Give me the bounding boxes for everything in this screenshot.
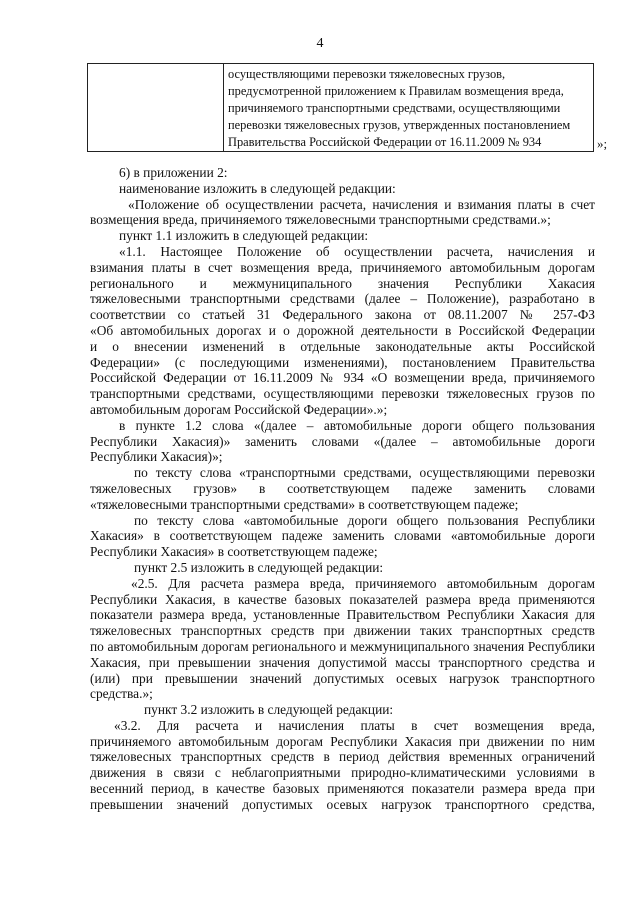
text-line: показатели размера вреда, установленные Правительством Республики Хакасия для bbox=[90, 607, 595, 623]
text-line: транспортными средствами, осуществляющими перевозки тяжеловесных грузов по bbox=[90, 386, 595, 402]
table-line: осуществляющими перевозки тяжеловесных грузов, bbox=[228, 67, 506, 81]
text-line: Российской Федерации от 16.11.2009 № 934 «О возмещении вреда, причиняемого bbox=[90, 370, 595, 386]
table-line: предусмотренной приложением к Правилам возмещения вреда, bbox=[228, 84, 564, 98]
text-line: (или) при превышении значений допустимых осевых нагрузок транспортного bbox=[90, 670, 595, 686]
reference-table bbox=[87, 63, 594, 152]
table-empty-cell bbox=[88, 64, 224, 151]
text-line: Хакасия» в соответствующем падеже заменить словами «автомобильные дороги bbox=[90, 528, 595, 544]
text-line: Республики Хакасия, в качестве базовых показателей размера вреда применяются bbox=[90, 591, 595, 607]
text-line: причиняемого автомобильным дорогам Республики Хакасия при движении по ним bbox=[90, 733, 595, 749]
text-line: Хакасия, при превышении значения допустимой массы транспортного средства и bbox=[90, 654, 595, 670]
text-line: средства.»; bbox=[90, 686, 153, 702]
table-line: причиняемого транспортными средствами, осуществляющими bbox=[228, 101, 561, 115]
text-line: автомобильным дорогам Российской Федерации».»; bbox=[90, 401, 388, 417]
text-line: Республики Хакасия)» заменить словами «(далее – автомобильные дороги bbox=[90, 433, 595, 449]
text-line: тяжеловесных грузов» в соответствующем падеже заменить словами bbox=[90, 480, 595, 496]
text-line: Республики Хакасия)»; bbox=[90, 449, 223, 465]
text-line: «1.1. Настоящее Положение об осуществлении расчета, начисления и bbox=[119, 243, 595, 259]
table-line: перевозки тяжеловесных грузов, утвержденных постановлением bbox=[228, 118, 571, 132]
text-line: наименование изложить в следующей редакции: bbox=[119, 180, 396, 196]
text-line: «2.5. Для расчета размера вреда, причиняемого автомобильным дорогам bbox=[131, 575, 595, 591]
text-line: взимания платы в счет возмещения вреда, причиняемого автомобильным дорогам bbox=[90, 259, 595, 275]
text-line: тяжеловесных транспортных средств в период действия временных ограничений bbox=[90, 749, 595, 765]
text-line: и о внесении изменений в отдельные законодательные акты Российской bbox=[90, 338, 595, 354]
text-line: Федерации» (с последующими изменениями), постановлением Правительства bbox=[90, 354, 595, 370]
text-line: «тяжеловесными транспортными средствами» в соответствующем падеже; bbox=[90, 496, 519, 512]
text-line: превышении значений допустимых осевых нагрузок транспортного средства, bbox=[90, 796, 595, 812]
text-line: тяжеловесных транспортных средств при движении таких транспортных средств bbox=[90, 623, 595, 639]
table-text-cell bbox=[228, 66, 593, 151]
text-line: по тексту слова «автомобильные дороги общего пользования Республики bbox=[134, 512, 595, 528]
text-line: по автомобильным дорогам регионального и межмуниципального значения Республики bbox=[90, 638, 595, 654]
text-line: тяжеловесными транспортными средствами (далее – Положение), разработано в bbox=[90, 291, 595, 307]
text-line: «Положение об осуществлении расчета, начисления и взимания платы в счет bbox=[128, 196, 595, 212]
document-body bbox=[90, 165, 595, 813]
text-line: движения в связи с неблагоприятными природно-климатическими условиями в bbox=[90, 765, 595, 781]
page-number: 4 bbox=[316, 36, 324, 51]
text-line: возмещения вреда, причиняемого тяжеловесными транспортными средствами.»; bbox=[90, 212, 551, 228]
text-line: Республики Хакасия» в соответствующем падеже; bbox=[90, 544, 378, 560]
table-line: Правительства Российской Федерации от 16.11.2009 № 934 bbox=[228, 135, 542, 149]
text-line: весенний период, в качестве базовых применяются показатели размера вреда при bbox=[90, 781, 595, 797]
text-line: регионального и межмуниципального значения Республики Хакасия bbox=[90, 275, 595, 291]
table-closing-quote: »; bbox=[597, 136, 608, 151]
text-line: пункт 2.5 изложить в следующей редакции: bbox=[134, 559, 384, 575]
text-line: «3.2. Для расчета и начисления платы в счет возмещения вреда, bbox=[114, 717, 595, 733]
text-line: в пункте 1.2 слова «(далее – автомобильные дороги общего пользования bbox=[119, 417, 595, 433]
text-line: соответствии со статьей 31 Федерального закона от 08.11.2007 № 257-ФЗ bbox=[90, 307, 595, 323]
text-line: пункт 1.1 изложить в следующей редакции: bbox=[119, 228, 369, 244]
text-line: «Об автомобильных дорогах и о дорожной деятельности в Российской Федерации bbox=[90, 322, 595, 338]
text-line: пункт 3.2 изложить в следующей редакции: bbox=[144, 702, 394, 718]
text-line: 6) в приложении 2: bbox=[119, 165, 228, 180]
text-line: по тексту слова «транспортными средствами, осуществляющими перевозки bbox=[134, 465, 595, 481]
